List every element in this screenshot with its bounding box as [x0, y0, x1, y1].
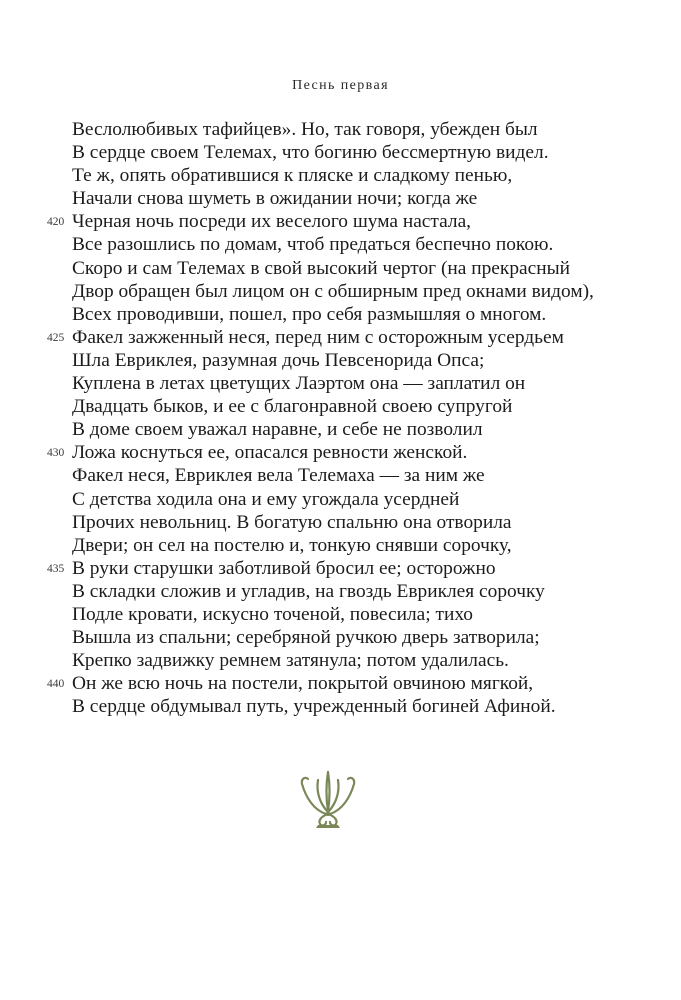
verse-line-text: Двери; он сел на постелю и, тонкую снявши сорочку,	[72, 534, 512, 556]
verse-line	[0, 557, 681, 580]
verse-line	[0, 695, 681, 718]
verse-line	[0, 534, 681, 557]
line-number: 435	[47, 562, 65, 575]
verse-line-text: Начали снова шуметь в ожидании ночи; когда же	[72, 188, 478, 210]
verse-line	[0, 326, 681, 349]
verse-line	[0, 464, 681, 487]
verse-line-text: Черная ночь посреди их веселого шума настала,	[72, 211, 472, 233]
verse-line	[0, 187, 681, 210]
verse-line	[0, 280, 681, 303]
verse-line-text: В сердце обдумывал путь, учрежденный богиней Афиной.	[72, 696, 556, 718]
verse-line	[0, 488, 681, 511]
verse-line	[0, 511, 681, 534]
line-number: 430	[47, 447, 65, 460]
verse-line	[0, 603, 681, 626]
verse-line	[0, 649, 681, 672]
verse-line-text: Шла Евриклея, разумная дочь Певсенорида Опса;	[72, 349, 485, 371]
verse-line	[0, 418, 681, 441]
verse-line	[0, 395, 681, 418]
verse-line-text: Факел зажженный неся, перед ним с осторожным усердьем	[72, 326, 564, 348]
verse-line	[0, 349, 681, 372]
verse-line-text: Он же всю ночь на постели, покрытой овчиною мягкой,	[72, 673, 534, 695]
verse-line-text: Те ж, опять обратившися к пляске и сладкому пенью,	[72, 165, 513, 187]
verse-line-text: В складки сложив и угладив, на гвоздь Евриклея сорочку	[72, 580, 545, 602]
verse-line-text: Подле кровати, искусно точеной, повесила; тихо	[72, 603, 473, 625]
verse-line	[0, 141, 681, 164]
verse-line-text: Факел неся, Евриклея вела Телемаха — за ним же	[72, 465, 485, 487]
verse-line-text: В доме своем уважал наравне, и себе не позволил	[72, 419, 483, 441]
verse-line	[0, 303, 681, 326]
verse-line-text: Двадцать быков, и ее с благонравной своею супругой	[72, 396, 513, 418]
verse-line	[0, 626, 681, 649]
palmette-ornament-icon	[296, 764, 360, 830]
verse-line-text: Веслолюбивых тафийцев». Но, так говоря, убежден был	[72, 119, 538, 140]
verse-line	[0, 672, 681, 695]
verse-line-text: Скоро и сам Телемах в свой высокий чертог (на прекрасный	[72, 257, 571, 279]
line-number: 425	[47, 331, 65, 344]
line-number: 420	[47, 216, 65, 229]
verse-line	[0, 210, 681, 233]
verse-line	[0, 441, 681, 464]
verse-block	[0, 118, 681, 718]
verse-line	[0, 372, 681, 395]
running-title: Песнь первая	[292, 78, 389, 93]
verse-line-text: Двор обращен был лицом он с обширным пред окнами видом),	[72, 280, 594, 302]
verse-line	[0, 118, 681, 141]
verse-line	[0, 164, 681, 187]
verse-line-text: Прочих невольниц. В богатую спальню она отворила	[72, 511, 512, 533]
verse-line	[0, 580, 681, 603]
verse-line-text: Вышла из спальни; серебряной ручкою дверь затворила;	[72, 627, 540, 649]
verse-line-text: В руки старушки заботливой бросил ее; осторожно	[72, 557, 496, 579]
verse-line-text: Всех проводивши, пошел, про себя размышляя о многом.	[72, 303, 547, 325]
verse-line-text: В сердце своем Телемах, что богиню бессмертную видел.	[72, 142, 549, 164]
verse-line-text: Все разошлись по домам, чтоб предаться беспечно покою.	[72, 234, 554, 256]
verse-line-text: С детства ходила она и ему угождала усердней	[72, 488, 460, 510]
verse-line-text: Крепко задвижку ремнем затянула; потом удалилась.	[72, 650, 509, 672]
verse-line	[0, 257, 681, 280]
verse-line	[0, 233, 681, 256]
verse-line-text: Ложа коснуться ее, опасался ревности женской.	[72, 442, 468, 464]
verse-line-text: Куплена в летах цветущих Лаэртом она — заплатил он	[72, 373, 526, 395]
line-number: 440	[47, 678, 65, 691]
